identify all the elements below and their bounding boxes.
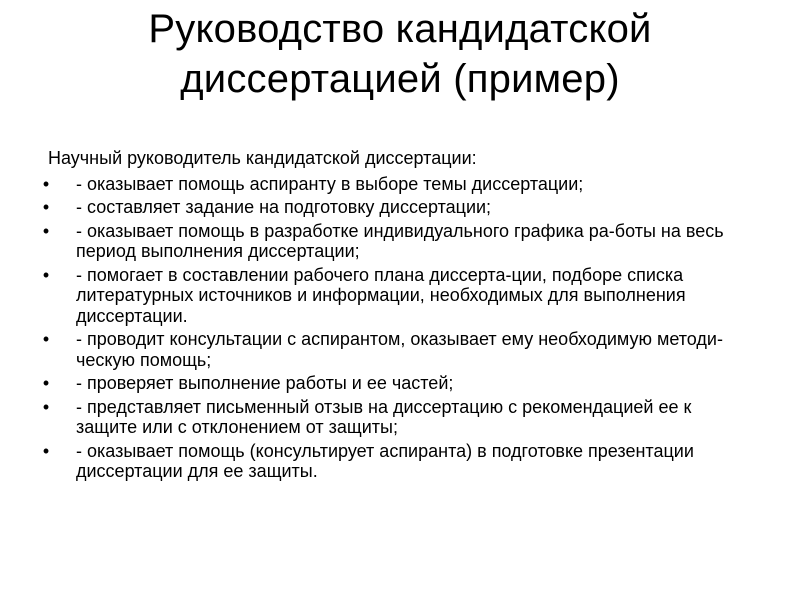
list-item-text: - составляет задание на подготовку диссертации;	[76, 197, 492, 217]
bullet-icon: •	[42, 264, 50, 285]
list-item	[42, 173, 754, 195]
lead-text: Научный руководитель кандидатской диссертации:	[48, 148, 477, 168]
list-item	[42, 373, 754, 394]
list-item	[42, 220, 754, 262]
slide-title	[40, 4, 760, 104]
list-item	[42, 396, 754, 438]
list-item-text: - оказывает помощь (консультирует аспиранта) в подготовке презентации диссертации для ее защиты.	[76, 440, 694, 481]
slide-title-line-2: диссертацией (пример)	[180, 57, 620, 101]
list-item-text: - проводит консультации с аспирантом, оказывает ему необходимую методи-ческую помощь;	[76, 329, 723, 370]
list-item	[42, 329, 754, 370]
duties-list	[42, 173, 754, 482]
list-item	[42, 264, 754, 327]
list-item	[42, 440, 754, 482]
list-item-text: - представляет письменный отзыв на диссертацию с рекомендацией ее к защите или с отклонением от защиты;	[76, 396, 692, 437]
bullet-icon: •	[42, 329, 50, 349]
bullet-icon: •	[42, 440, 50, 461]
bullet-icon: •	[42, 173, 50, 194]
list-item-text: - проверяет выполнение работы и ее частей;	[76, 373, 454, 393]
list-item-text: - помогает в составлении рабочего плана диссерта-ции, подборе списка литературных источников и информации, необходимых для выполнения диссертации.	[76, 264, 686, 326]
slide-title-line-1: Руководство кандидатской	[148, 7, 652, 51]
slide-body	[42, 148, 754, 485]
bullet-icon: •	[42, 373, 50, 393]
bullet-icon: •	[42, 197, 50, 217]
list-item-text: - оказывает помощь в разработке индивидуального графика ра-боты на весь период выполнения диссертации;	[76, 220, 724, 261]
bullet-icon: •	[42, 220, 50, 241]
list-item	[42, 197, 754, 218]
list-item-text: - оказывает помощь аспиранту в выборе темы диссертации;	[76, 173, 584, 194]
bullet-icon: •	[42, 396, 50, 417]
